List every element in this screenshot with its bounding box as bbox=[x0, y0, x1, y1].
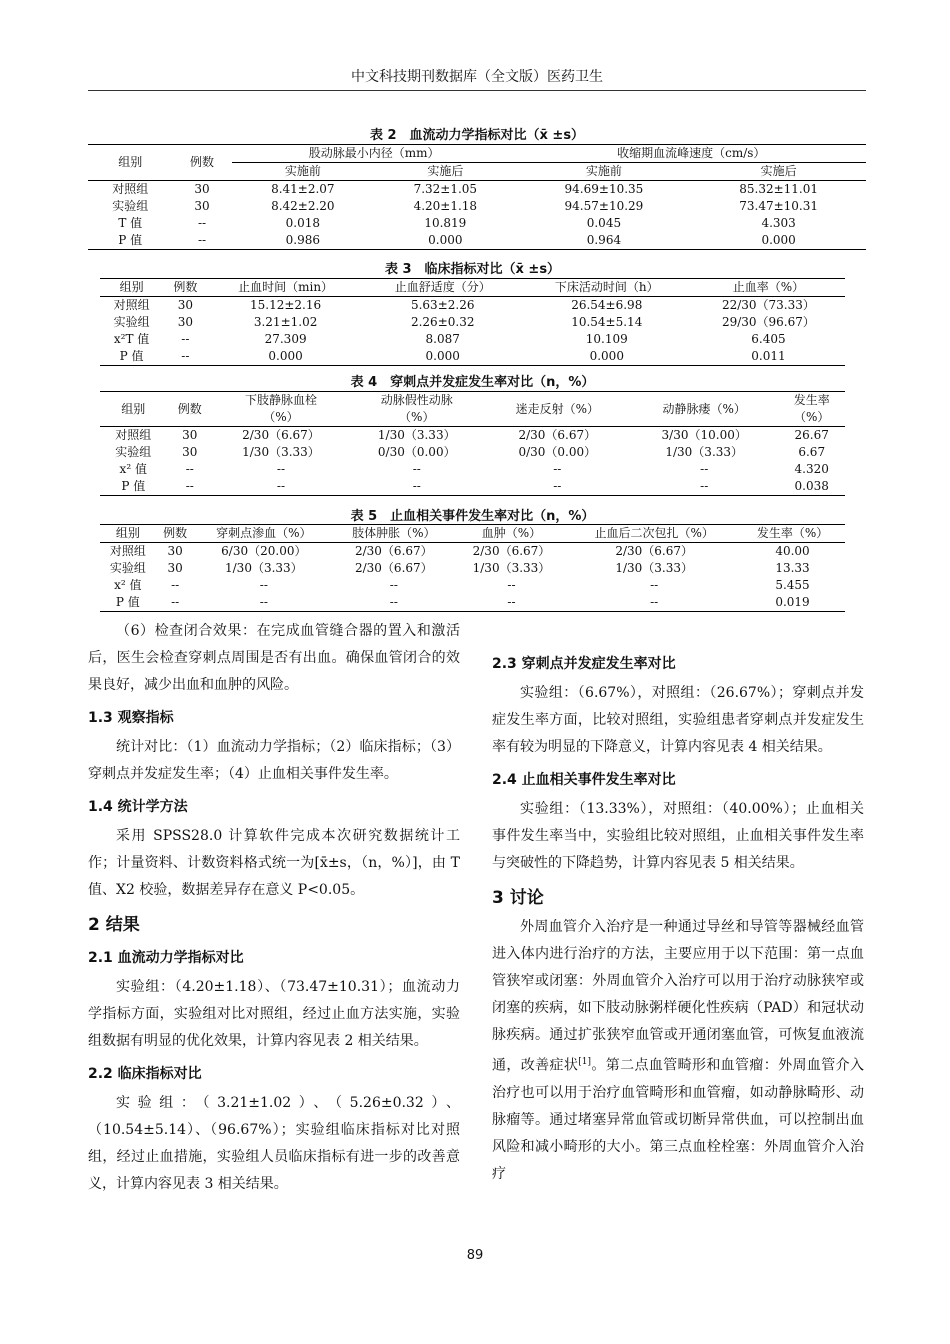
t3-head-cell: 组别 bbox=[100, 279, 163, 297]
cell: -- bbox=[700, 462, 709, 476]
cell: T 值 bbox=[118, 216, 143, 230]
t4-head-unit: （%） bbox=[778, 409, 845, 427]
t4-head-vagal: 迷走反射（%） bbox=[485, 392, 630, 427]
cell: 0.964 bbox=[586, 233, 622, 247]
cell: 1/30（3.33） bbox=[615, 561, 693, 575]
t2-head-n: 例数 bbox=[172, 145, 231, 181]
cell: 2/30（6.67） bbox=[615, 544, 693, 558]
paragraph: 实验组：（3.21±1.02）、（5.26±0.32）、（10.54±5.14）、（96.67%）；实验组临床指标对比对照组，经过止血措施，实验组人员临床指标有进一步的改善意义，计算内容见表 3 相关结果。 bbox=[88, 1095, 460, 1192]
table3-caption: 表 3 临床指标对比（x̄ ±s） bbox=[384, 262, 561, 277]
t5-head-cell: 穿刺点渗血（%） bbox=[195, 525, 333, 543]
t4-head-dvt: 下肢静脉血栓 bbox=[244, 393, 317, 407]
cell: 0.045 bbox=[586, 216, 622, 230]
t4-head-unit: （%） bbox=[349, 409, 485, 427]
cell: 0.000 bbox=[761, 233, 796, 247]
t5-head-cell: 组别 bbox=[100, 525, 156, 543]
cell: 实验组 bbox=[112, 199, 149, 213]
cell: 1/30（3.33） bbox=[665, 445, 744, 459]
cell: 6/30（20.00） bbox=[221, 544, 307, 558]
cell: 0.000 bbox=[425, 349, 460, 363]
paragraph: 统计对比：（1）血流动力学指标；（2）临床指标；（3）穿刺点并发症发生率；（4）止血相关事件发生率。 bbox=[88, 739, 460, 782]
cell: 30 bbox=[182, 445, 198, 459]
t2-sub-cell: 实施前 bbox=[232, 163, 374, 181]
cell: 对照组 bbox=[113, 298, 150, 312]
cell: -- bbox=[507, 595, 516, 609]
left-column bbox=[88, 618, 460, 1198]
cell: 30 bbox=[167, 561, 183, 575]
cell: 1/30（3.33） bbox=[377, 428, 456, 442]
cell: 13.33 bbox=[775, 561, 810, 575]
cell: 73.47±10.31 bbox=[739, 199, 819, 213]
t4-head-unit: （%） bbox=[213, 409, 349, 427]
paragraph bbox=[492, 914, 864, 1188]
cell: 3.21±1.02 bbox=[253, 315, 318, 329]
t5-head-cell: 发生率（%） bbox=[740, 525, 845, 543]
cell: 0.986 bbox=[285, 233, 321, 247]
cell: 实验组 bbox=[109, 561, 146, 575]
cell: P 值 bbox=[121, 479, 146, 493]
cell: 1/30（3.33） bbox=[472, 561, 551, 575]
table2 bbox=[88, 144, 866, 250]
cell: 22/30（73.33） bbox=[721, 298, 815, 312]
section-heading: 2.3 穿刺点并发症发生率对比 bbox=[492, 656, 676, 672]
t4-head-pseudo: 动脉假性动脉 bbox=[380, 393, 453, 407]
cell: 3/30（10.00） bbox=[661, 428, 747, 442]
cell: -- bbox=[389, 595, 398, 609]
cell: 85.32±11.01 bbox=[739, 182, 819, 196]
cell: 4.20±1.18 bbox=[413, 199, 478, 213]
cell: -- bbox=[276, 479, 286, 493]
cell: -- bbox=[412, 462, 421, 476]
t4-head-n: 例数 bbox=[167, 392, 214, 427]
t3-head-cell: 止血舒适度（分） bbox=[364, 279, 522, 297]
cell: P 值 bbox=[119, 349, 144, 363]
t3-head-cell: 止血率（%） bbox=[692, 279, 845, 297]
cell: -- bbox=[181, 349, 190, 363]
cell: 2/30（6.67） bbox=[242, 428, 320, 442]
cell: -- bbox=[700, 479, 709, 493]
cell: P 值 bbox=[115, 595, 140, 609]
table-row bbox=[100, 543, 845, 561]
page-number: 89 bbox=[466, 1248, 484, 1263]
t5-head-cell: 肢体肿胀（%） bbox=[333, 525, 455, 543]
t2-sub-cell: 实施后 bbox=[374, 163, 516, 181]
paragraph: （6）检查闭合效果：在完成血管缝合器的置入和激活后，医生会检查穿刺点周围是否有出血。确保血管闭合的效果良好，减少出血和血肿的风险。 bbox=[88, 623, 460, 693]
cell: 1/30（3.33） bbox=[242, 445, 320, 459]
cell: -- bbox=[389, 578, 398, 592]
cell: -- bbox=[553, 462, 562, 476]
cell: 0/30（0.00） bbox=[377, 445, 456, 459]
cell: 29/30（96.67） bbox=[721, 315, 815, 329]
t5-head-cell: 例数 bbox=[156, 525, 195, 543]
journal-header: 中文科技期刊数据库（全文版）医药卫生 bbox=[351, 69, 603, 85]
cell: x² 值 bbox=[114, 578, 142, 592]
t4-head-avf: 动静脉瘘（%） bbox=[630, 392, 778, 427]
table-row bbox=[100, 461, 845, 478]
table-row bbox=[100, 560, 845, 577]
cell: 8.41±2.07 bbox=[271, 182, 335, 196]
cell: 实验组 bbox=[113, 315, 150, 329]
cell: 1/30（3.33） bbox=[225, 561, 303, 575]
citation-ref: [1] bbox=[578, 1057, 591, 1067]
cell: -- bbox=[197, 233, 207, 247]
cell: 2/30（6.67） bbox=[518, 428, 597, 442]
paragraph: 实验组：（4.20±1.18）、（73.47±10.31）；血流动力学指标方面，实验组对比对照组，经过止血方法实施，实验组数据有明显的优化效果，计算内容见表 2 相关结果。 bbox=[88, 979, 460, 1049]
cell: 30 bbox=[167, 544, 183, 558]
cell: -- bbox=[171, 595, 180, 609]
cell: 26.67 bbox=[794, 428, 829, 442]
t3-head-cell: 例数 bbox=[163, 279, 207, 297]
t5-head-cell: 血肿（%） bbox=[455, 525, 569, 543]
table-row bbox=[88, 215, 866, 232]
cell: -- bbox=[171, 578, 180, 592]
cell: -- bbox=[507, 578, 516, 592]
cell: 2.26±0.32 bbox=[410, 315, 475, 329]
table-row bbox=[100, 297, 845, 315]
cell: 2/30（6.67） bbox=[354, 561, 433, 575]
table5 bbox=[100, 524, 845, 612]
cell: -- bbox=[185, 479, 194, 493]
cell: 10.109 bbox=[585, 332, 628, 346]
t4-head-rate: 发生率 bbox=[793, 393, 830, 407]
cell: 4.320 bbox=[794, 462, 829, 476]
t5-head-cell: 止血后二次包扎（%） bbox=[568, 525, 740, 543]
cell: 对照组 bbox=[112, 182, 149, 196]
paragraph: 采用 SPSS28.0 计算软件完成本次研究数据统计工作；计量资料、计数资料格式统一为[x̄±s，（n，%）]，由 T 值、X2 校验，数据差异存在意义 P<0.05。 bbox=[88, 828, 460, 898]
section-heading: 3 讨论 bbox=[492, 888, 544, 908]
section-heading: 2.2 临床指标对比 bbox=[88, 1066, 202, 1082]
cell: 0.011 bbox=[751, 349, 786, 363]
cell: x²T 值 bbox=[113, 332, 150, 346]
cell: 6.67 bbox=[798, 445, 826, 459]
cell: 0.019 bbox=[775, 595, 810, 609]
section-heading: 1.4 统计学方法 bbox=[88, 799, 188, 815]
cell: 94.57±10.29 bbox=[564, 199, 644, 213]
cell: -- bbox=[650, 578, 659, 592]
cell: 0.000 bbox=[268, 349, 303, 363]
cell: 8.42±2.20 bbox=[271, 199, 335, 213]
cell: 0.018 bbox=[285, 216, 321, 230]
cell: 30 bbox=[194, 199, 210, 213]
section-heading: 1.3 观察指标 bbox=[88, 710, 174, 726]
cell: -- bbox=[276, 462, 286, 476]
t2-sub-cell: 实施后 bbox=[691, 163, 866, 181]
cell: -- bbox=[650, 595, 659, 609]
paragraph: 实验组：（13.33%），对照组：（40.00%）；止血相关事件发生率当中，实验组比较对照组，止血相关事件发生率与突破性的下降趋势，计算内容见表 5 相关结果。 bbox=[492, 801, 864, 871]
table-row bbox=[100, 348, 845, 366]
table-row bbox=[88, 232, 866, 250]
cell: 2/30（6.67） bbox=[354, 544, 433, 558]
cell: -- bbox=[259, 595, 268, 609]
table-row bbox=[100, 478, 845, 496]
table-row bbox=[100, 314, 845, 331]
cell: 4.303 bbox=[761, 216, 796, 230]
cell: 30 bbox=[177, 315, 193, 329]
cell: 26.54±6.98 bbox=[571, 298, 643, 312]
t3-head-cell: 下床活动时间（h） bbox=[522, 279, 692, 297]
section-heading: 2.1 血流动力学指标对比 bbox=[88, 950, 244, 966]
header-divider bbox=[88, 90, 866, 91]
cell: 5.455 bbox=[775, 578, 810, 592]
cell: 7.32±1.05 bbox=[413, 182, 478, 196]
paragraph-text: 。第二点血管畸形和血管瘤：外周血管介入治疗也可以用于治疗血管畸形和血管瘤，如动静脉畸形、动脉瘤等。通过堵塞异常血管或切断异常供血，可以控制出血风险和减小畸形的大小。第三点血栓栓塞：外周血管介入治疗 bbox=[492, 1057, 865, 1182]
section-heading: 2.4 止血相关事件发生率对比 bbox=[492, 772, 676, 788]
cell: P 值 bbox=[118, 233, 143, 247]
right-column bbox=[492, 645, 864, 1188]
cell: -- bbox=[197, 216, 207, 230]
table3 bbox=[100, 278, 845, 366]
cell: 15.12±2.16 bbox=[250, 298, 322, 312]
paragraph-text: 外周血管介入治疗是一种通过导丝和导管等器械经血管进入体内进行治疗的方法，主要应用于以下范围：第一点血管狭窄或闭塞：外周血管介入治疗可以用于治疗动脉狭窄或闭塞的疾病，如下肢动脉粥样硬化性疾病（PAD）和冠状动脉疾病。通过扩张狭窄血管或开通闭塞血管，可恢复血液流通，改善症状 bbox=[492, 919, 864, 1074]
cell: 对照组 bbox=[115, 428, 152, 442]
cell: -- bbox=[259, 578, 268, 592]
t2-head-group: 组别 bbox=[88, 145, 172, 181]
table-row bbox=[100, 444, 845, 461]
section-heading: 2 结果 bbox=[88, 915, 140, 935]
t2-sub-cell: 实施前 bbox=[517, 163, 692, 181]
cell: 0.000 bbox=[589, 349, 624, 363]
cell: 8.087 bbox=[425, 332, 460, 346]
cell: -- bbox=[553, 479, 562, 493]
t2-head-diameter: 股动脉最小内径（mm） bbox=[232, 145, 517, 163]
cell: 5.63±2.26 bbox=[410, 298, 475, 312]
table-row bbox=[100, 577, 845, 594]
cell: 实验组 bbox=[115, 445, 152, 459]
cell: 6.405 bbox=[751, 332, 786, 346]
table2-caption: 表 2 血流动力学指标对比（x̄ ±s） bbox=[369, 128, 585, 143]
table4-caption: 表 4 穿刺点并发症发生率对比（n，%） bbox=[350, 375, 595, 390]
cell: 30 bbox=[177, 298, 193, 312]
cell: 10.54±5.14 bbox=[571, 315, 643, 329]
table5-caption: 表 5 止血相关事件发生率对比（n，%） bbox=[350, 509, 595, 524]
cell: 30 bbox=[194, 182, 210, 196]
cell: 对照组 bbox=[109, 544, 146, 558]
cell: 94.69±10.35 bbox=[564, 182, 644, 196]
cell: 10.819 bbox=[424, 216, 467, 230]
t2-head-velocity: 收缩期血流峰速度（cm/s） bbox=[517, 145, 866, 163]
paragraph: 实验组：（6.67%），对照组：（26.67%）；穿刺点并发症发生率方面，比较对照组，实验组患者穿刺点并发症发生率有较为明显的下降意义，计算内容见表 4 相关结果。 bbox=[492, 685, 864, 755]
cell: 0.000 bbox=[428, 233, 463, 247]
cell: -- bbox=[181, 332, 190, 346]
table-row bbox=[100, 594, 845, 612]
t3-head-cell: 止血时间（min） bbox=[207, 279, 363, 297]
table-row bbox=[88, 198, 866, 215]
cell: 2/30（6.67） bbox=[472, 544, 551, 558]
t4-head-group: 组别 bbox=[100, 392, 167, 427]
cell: -- bbox=[412, 479, 421, 493]
cell: 30 bbox=[182, 428, 198, 442]
cell: -- bbox=[185, 462, 194, 476]
cell: 0/30（0.00） bbox=[518, 445, 597, 459]
table4 bbox=[100, 391, 845, 496]
cell: 40.00 bbox=[775, 544, 810, 558]
cell: 27.309 bbox=[264, 332, 307, 346]
table-row bbox=[100, 331, 845, 348]
cell: x² 值 bbox=[119, 462, 147, 476]
cell: 0.038 bbox=[794, 479, 829, 493]
table-row bbox=[88, 181, 866, 199]
table-row bbox=[100, 427, 845, 445]
